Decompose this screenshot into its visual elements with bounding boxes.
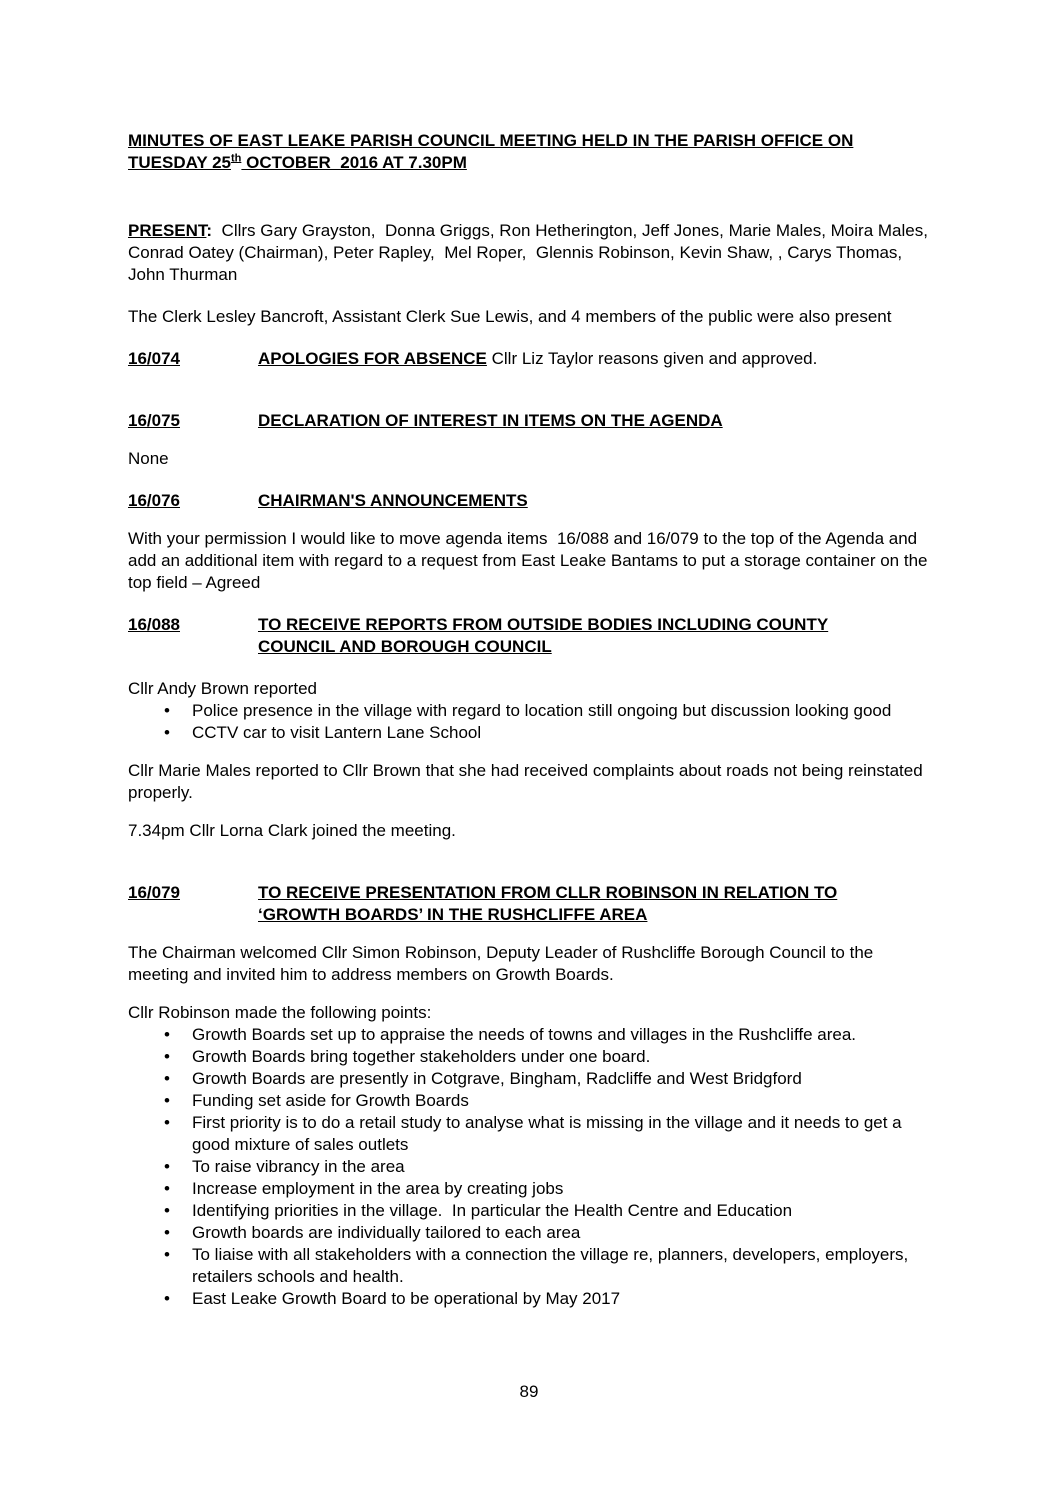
section-16-076-body: With your permission I would like to move agenda items 16/088 and 16/079 to the top of the Agenda and add an additional item with regard to a request from East Leake Bantams to put a storage container on the top field – Agreed [128, 529, 933, 592]
section-heading-line1: TO RECEIVE PRESENTATION FROM CLLR ROBINSON IN RELATION TO [258, 883, 838, 902]
document-title-line1: MINUTES OF EAST LEAKE PARISH COUNCIL MEETING HELD IN THE PARISH OFFICE ON [128, 131, 854, 150]
section-16-088-bullet-list [128, 700, 930, 744]
section-heading: DECLARATION OF INTEREST IN ITEMS ON THE AGENDA [258, 411, 723, 430]
page-number: 89 [519, 1382, 539, 1401]
section-16-075 [128, 410, 930, 432]
section-16-079-bullet-list [128, 1024, 930, 1310]
section-heading-line2: ‘GROWTH BOARDS’ IN THE RUSHCLIFFE AREA [258, 905, 648, 924]
section-number: 16/074 [128, 349, 180, 368]
bullet-item: • Growth Boards set up to appraise the needs of towns and villages in the Rushcliffe area. [128, 1024, 930, 1046]
section-heading-line [258, 348, 930, 370]
present-paragraph [128, 220, 933, 286]
section-number: 16/075 [128, 411, 180, 430]
section-16-075-body: None [128, 449, 169, 468]
bullet-item: • Growth boards are individually tailored to each area [128, 1222, 930, 1244]
bullet-item: • Growth Boards are presently in Cotgrave, Bingham, Radcliffe and West Bridgford [128, 1068, 930, 1090]
bullet-item: • East Leake Growth Board to be operational by May 2017 [128, 1288, 930, 1310]
section-heading: CHAIRMAN'S ANNOUNCEMENTS [258, 491, 528, 510]
bullet-item: • To raise vibrancy in the area [128, 1156, 930, 1178]
bullet-item: • Growth Boards bring together stakeholders under one board. [128, 1046, 930, 1068]
present-names: Cllrs Gary Grayston, Donna Griggs, Ron Hetherington, Jeff Jones, Marie Males, Moira Males, Conrad Oatey (Chairman), Peter Rapley, Mel Roper, Glennis Robinson, Kevin Shaw, , Carys Thomas, John Thurman [128, 221, 933, 284]
attendance-note: The Clerk Lesley Bancroft, Assistant Clerk Sue Lewis, and 4 members of the public were also present [128, 307, 892, 326]
section-16-074 [128, 348, 930, 370]
present-label: PRESENT [128, 221, 207, 240]
document-title-line2-post: OCTOBER 2016 AT 7.30PM [241, 153, 467, 172]
present-colon: : [206, 221, 213, 240]
bullet-item: • Police presence in the village with regard to location still ongoing but discussion looking good [128, 700, 930, 722]
section-heading-line1: TO RECEIVE REPORTS FROM OUTSIDE BODIES INCLUDING COUNTY [258, 615, 829, 634]
section-number: 16/088 [128, 615, 180, 634]
bullet-item: • To liaise with all stakeholders with a connection the village re, planners, developers, employers, retailers schools and health. [128, 1244, 930, 1288]
section-heading-suffix: Cllr Liz Taylor reasons given and approved. [486, 349, 818, 368]
section-16-088-para2: 7.34pm Cllr Lorna Clark joined the meeting. [128, 821, 456, 840]
bullet-item: • Funding set aside for Growth Boards [128, 1090, 930, 1112]
ordinal-suffix: th [231, 152, 242, 165]
section-heading-line [258, 614, 930, 658]
section-heading-line [258, 410, 930, 432]
section-16-088-para1: Cllr Marie Males reported to Cllr Brown that she had received complaints about roads not being reinstated properly. [128, 761, 928, 802]
section-16-079-para1: The Chairman welcomed Cllr Simon Robinson, Deputy Leader of Rushcliffe Borough Council to the meeting and invited him to address members on Growth Boards. [128, 943, 878, 984]
section-16-079-para2: Cllr Robinson made the following points: [128, 1003, 432, 1022]
section-heading-line2: COUNCIL AND BOROUGH COUNCIL [258, 637, 552, 656]
bullet-item: • Increase employment in the area by creating jobs [128, 1178, 930, 1200]
section-heading-line [258, 490, 930, 512]
bullet-item: • Identifying priorities in the village. In particular the Health Centre and Education [128, 1200, 930, 1222]
document-title-line2-pre: TUESDAY 25 [128, 153, 231, 172]
bullet-item: • First priority is to do a retail study to analyse what is missing in the village and it needs to get a good mixture of sales outlets [128, 1112, 930, 1156]
section-heading-line [258, 882, 930, 926]
section-number: 16/076 [128, 491, 180, 510]
document-title [128, 130, 930, 174]
section-16-076 [128, 490, 930, 512]
section-heading: APOLOGIES FOR ABSENCE [258, 349, 487, 368]
section-number: 16/079 [128, 883, 180, 902]
section-16-088 [128, 614, 930, 658]
section-16-079 [128, 882, 930, 926]
bullet-item: • CCTV car to visit Lantern Lane School [128, 722, 930, 744]
section-16-088-intro: Cllr Andy Brown reported [128, 679, 317, 698]
